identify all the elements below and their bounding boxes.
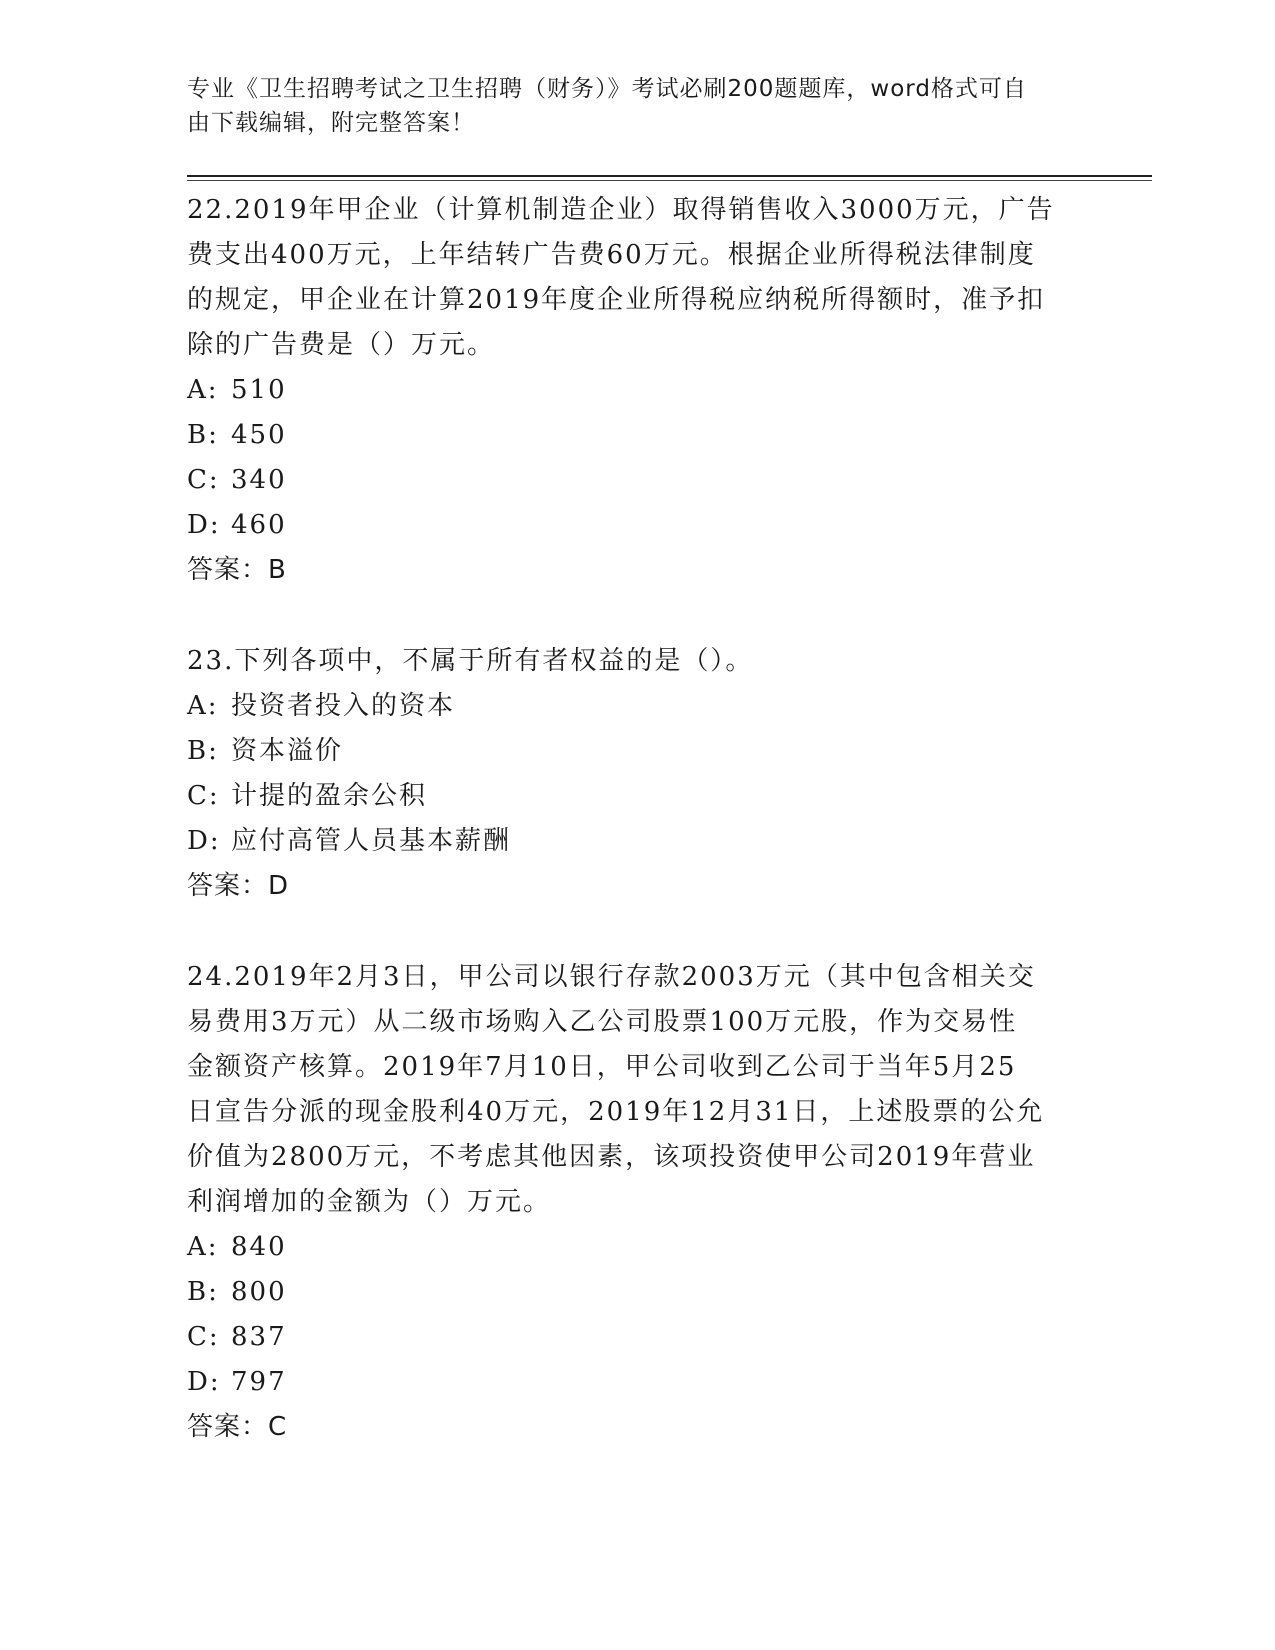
option-text: 460 (231, 510, 287, 540)
option-c (187, 1315, 1087, 1360)
option-c (187, 458, 1087, 503)
option-c (187, 774, 1087, 819)
option-b (187, 1270, 1087, 1315)
option-text: 510 (231, 375, 287, 405)
option-key: C: (187, 1322, 220, 1352)
question-stem-line: 23.下列各项中，不属于所有者权益的是（）。 (187, 646, 754, 676)
document-header (187, 72, 1067, 140)
option-d (187, 1360, 1087, 1405)
question-stem-line: 22.2019年甲企业（计算机制造企业）取得销售收入3000万元，广告 (187, 195, 1055, 225)
header-divider-thin (187, 180, 1152, 181)
option-text: 450 (231, 420, 287, 450)
option-key: D: (187, 826, 221, 856)
option-key: D: (187, 1367, 221, 1397)
question-list (187, 188, 1087, 1496)
option-text: 计提的盈余公积 (231, 781, 428, 811)
option-a (187, 1225, 1087, 1270)
option-key: A: (187, 375, 219, 405)
option-b (187, 413, 1087, 458)
option-text: 797 (231, 1367, 287, 1397)
option-key: D: (187, 510, 221, 540)
option-d (187, 819, 1087, 864)
option-text: 837 (231, 1322, 287, 1352)
option-text: 340 (231, 465, 287, 495)
question-stem-line: 日宣告分派的现金股利40万元，2019年12月31日，上述股票的公允 (187, 1097, 1045, 1127)
question-stem-line: 价值为2800万元，不考虑其他因素，该项投资使甲公司2019年营业 (187, 1142, 1036, 1172)
question-stem-line: 24.2019年2月3日，甲公司以银行存款2003万元（其中包含相关交 (187, 962, 1036, 992)
option-key: C: (187, 781, 220, 811)
question-stem-line: 利润增加的金额为（）万元。 (187, 1187, 552, 1217)
option-key: C: (187, 465, 220, 495)
question-23 (187, 639, 1087, 909)
option-key: A: (187, 691, 219, 721)
option-key: A: (187, 1232, 219, 1262)
option-text: 投资者投入的资本 (231, 691, 456, 721)
answer-line: 答案：D (187, 871, 290, 901)
answer-line: 答案：B (187, 555, 287, 585)
option-a (187, 684, 1087, 729)
option-key: B: (187, 736, 219, 766)
header-line-1: 专业《卫生招聘考试之卫生招聘（财务）》考试必刷200题题库，word格式可自 (187, 76, 1027, 102)
option-text: 资本溢价 (231, 736, 344, 766)
option-text: 应付高管人员基本薪酬 (231, 826, 512, 856)
question-22 (187, 188, 1087, 593)
option-text: 800 (231, 1277, 287, 1307)
option-b (187, 729, 1087, 774)
option-key: B: (187, 1277, 219, 1307)
question-stem-line: 费支出400万元，上年结转广告费60万元。根据企业所得税法律制度 (187, 240, 1036, 270)
option-d (187, 503, 1087, 548)
question-stem-line: 除的广告费是（）万元。 (187, 330, 496, 360)
option-a (187, 368, 1087, 413)
question-24 (187, 955, 1087, 1450)
question-stem-line: 的规定，甲企业在计算2019年度企业所得税应纳税所得额时，准予扣 (187, 285, 1046, 315)
question-stem-line: 易费用3万元）从二级市场购入乙公司股票100万元股，作为交易性 (187, 1007, 1018, 1037)
header-divider-thick (187, 175, 1152, 177)
question-stem-line: 金额资产核算。2019年7月10日，甲公司收到乙公司于当年5月25 (187, 1052, 1017, 1082)
header-line-2: 由下载编辑，附完整答案！ (187, 110, 475, 136)
answer-line: 答案：C (187, 1412, 288, 1442)
option-text: 840 (231, 1232, 287, 1262)
option-key: B: (187, 420, 219, 450)
